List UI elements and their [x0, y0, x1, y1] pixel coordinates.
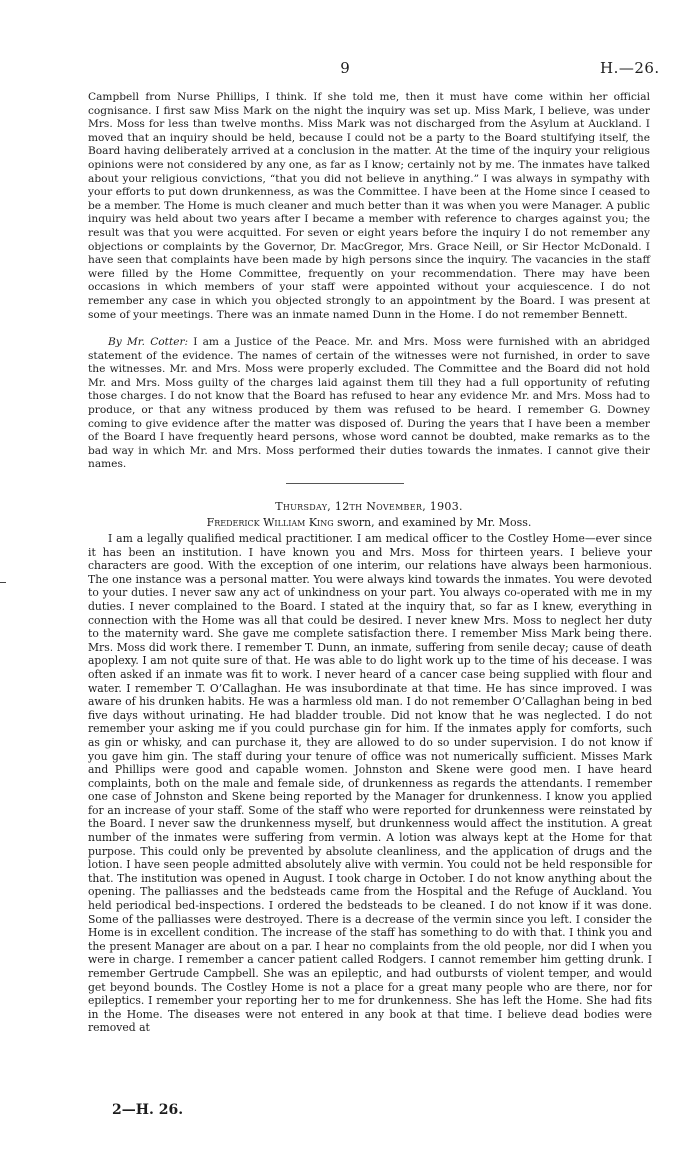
page-number: 9 [340, 59, 350, 77]
signature-mark: 2—H. 26. [112, 1102, 184, 1118]
hearing-date: Thursday, 12th November, 1903. [275, 500, 463, 513]
cross-examination-paragraph [88, 336, 650, 472]
evidence-paragraph-continued: Campbell from Nurse Phillips, I think. If she told me, then it must have come within her official cognisance. I first saw Miss Mark on the night the inquiry was set up. Miss Mark, I believe, was under Mrs. Moss for less than twelve months. Miss Mark was not discharged from the Asylum at Auckland. I moved that an inquiry should be held, because I could not be a party to the Board stultifying itself, the Board having deliberately arrived at a conclusion in the matter. At the time of the inquiry your religious opinions were not considered by any one, as far as I know; certainly not by me. The inmates have talked about your religious convictions, “that you did not believe in anything.” I was always in sympathy with your efforts to put down drunkenness, as was the Committee. I have been at the Home since I ceased to be a member. The Home is much cleaner and much better than it was when you were Manager. A public inquiry was held about two years after I became a member with reference to charges against you; the result was that you were acquitted. For seven or eight years before the inquiry I do not remember any objections or complaints by the Governor, Dr. MacGregor, Mrs. Grace Neill, or Sir Hector McDonald. I have seen that complaints have been made by high persons since the inquiry. The vacancies in the staff were filled by the Home Committee, frequently on your recommendation. There may have been occasions in which members of your staff were appointed without your acquiescence. I do not remember any case in which you objected strongly to an appointment by the Board. I was present at some of your meetings. There was an inmate named Dunn in the Home. I do not remember Bennett. [88, 91, 650, 321]
cross-examination-text: I am a Justice of the Peace. Mr. and Mrs. Moss were furnished with an abridged statement of the evidence. The names of certain of the witnesses were not furnished, in order to save the witnesses. Mr. and Mrs. Moss were properly excluded. The Committee and the Board did not hold Mr. and Mrs. Moss guilty of the charges laid against them till they had a full opportunity of refuting those charges. I do not know that the Board has refused to hear any evidence Mr. and Mrs. Moss had to produce, or that any witness produced by them was refused to be heard. I remember G. Downey coming to give evidence after the matter was disposed of. During the years that I have been a member of the Board I have frequently heard persons, whose word cannot be doubted, make remarks as to the bad way in which Mr. and Mrs. Moss performed their duties towards the inmates. I cannot give their names. [88, 336, 650, 471]
document-reference: H.—26. [600, 59, 660, 77]
witness-heading [88, 516, 650, 529]
witness-evidence-paragraph: I am a legally qualified medical practitioner. I am medical officer to the Costley Home—ever since it has been an institution. I have known you and Mrs. Moss for thirteen years. I believe your characters are good. With the exception of one interim, our relations have always been harmonious. The one instance was a personal matter. You were always kind towards the inmates. You were devoted to your duties. I never saw any act of unkindness on your part. You always co-operated with me in my duties. I never complained to the Board. I stated at the inquiry that, so far as I knew, everything in connection with the Home was all that could be desired. I never knew Mrs. Moss to neglect her duty to the maternity ward. She gave me complete satisfaction there. I remember Miss Mark being there. Mrs. Moss did work there. I remember T. Dunn, an inmate, suffering from senile decay; cause of death apoplexy. I am not quite sure of that. He was able to do light work up to the time of his decease. I was often asked if an inmate was fit to work. I never heard of a cancer case being supplied with flour and water. I remember T. O’Callaghan. He was insubordinate at that time. He has since improved. I was aware of his drunken habits. He was a harmless old man. I do not remember O’Callaghan being in bed five days without urinating. He had bladder trouble. Did not know that he was neglected. I do not remember your asking me if you could purchase gin for him. If the inmates apply for comforts, such as gin or whisky, and can purchase it, they are allowed to do so under supervision. I do not know if you gave him gin. The staff during your tenure of office was not numerically sufficient. Misses Mark and Phillips were good and capable women. Johnston and Skene were good men. I have heard complaints, both on the male and female side, of drunkenness as regards the attendants. I remember one case of Johnston and Skene being reported by the Manager for drunkenness. I know you applied for an increase of your staff. Some of the staff who were reported for drunkenness were reinstated by the Board. I never saw the drunkenness myself, but drunkenness would affect the institution. A great number of the inmates were suffering from vermin. A lotion was always kept at the Home for that purpose. This could only be prevented by absolute cleanliness, and the application of drugs and the lotion. I have seen people admitted absolutely alive with vermin. You could not be held responsible for that. The institution was opened in August. I took charge in October. I do not know anything about the opening. The palliasses and the bedsteads came from the Hospital and the Refuge of Auckland. You held periodical bed-inspections. I ordered the bedsteads to be cleaned. I do not know if it was done. Some of the palliasses were destroyed. There is a decrease of the vermin since you left. I consider the Home is in excellent condition. The increase of the staff has something to do with that. I think you and the present Manager are about on a par. I hear no complaints from the old people, nor did I when you were in charge. I remember a cancer patient called Rodgers. I cannot remember him getting drunk. I remember Gertrude Campbell. She was an epileptic, and had outbursts of violent temper, and would get beyond bounds. The Costley Home is not a place for a great many people who are there, nor for epileptics. I remember your reporting her to me for drunkenness. She has left the Home. She had fits in the Home. The diseases were not entered in any book at that time. I believe dead bodies were removed at [88, 532, 652, 1035]
margin-mark [0, 582, 6, 583]
examiner-label: By Mr. Cotter: [108, 336, 189, 348]
witness-sworn-text: sworn, and examined by Mr. Moss. [333, 516, 532, 529]
section-divider [286, 483, 404, 484]
witness-name: Frederick William King [206, 516, 334, 529]
